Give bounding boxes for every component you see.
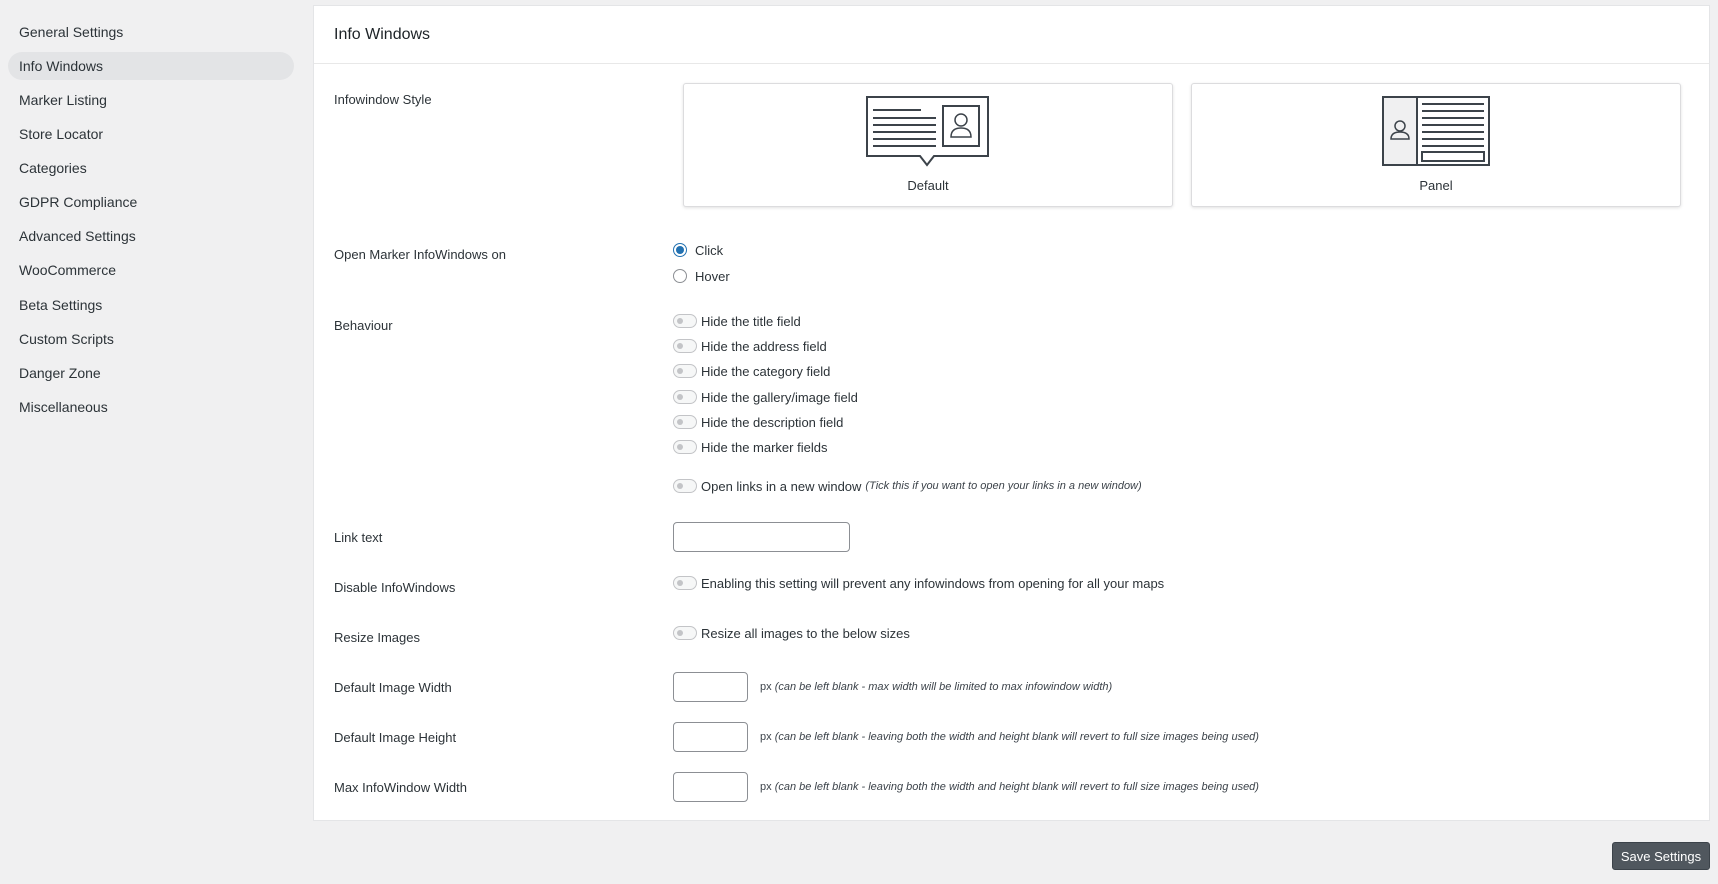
- max-width-input[interactable]: [673, 772, 748, 802]
- disable-infowindows-text: Enabling this setting will prevent any infowindows from opening for all your maps: [701, 575, 1165, 591]
- hide-marker-fields-label: Hide the marker fields: [701, 439, 828, 455]
- hide-address-label: Hide the address field: [701, 338, 827, 354]
- hide-address-toggle[interactable]: [673, 339, 697, 353]
- default-height-label: Default Image Height: [334, 730, 457, 745]
- new-window-toggle[interactable]: [673, 479, 697, 493]
- hide-gallery-label: Hide the gallery/image field: [701, 389, 858, 405]
- default-infowindow-icon: [866, 96, 990, 168]
- hide-description-label: Hide the description field: [701, 414, 844, 430]
- toggle-row-hide-gallery[interactable]: [673, 388, 858, 406]
- sidebar-item-beta-settings[interactable]: Beta Settings: [19, 297, 103, 313]
- hover-radio[interactable]: [673, 269, 687, 283]
- link-text-label: Link text: [334, 530, 383, 545]
- default-width-hint: px (can be left blank - max width will be limited to max infowindow width): [760, 681, 1113, 693]
- click-radio[interactable]: [673, 243, 687, 257]
- toggle-row-hide-category[interactable]: [673, 362, 830, 380]
- toggle-row-hide-address[interactable]: [673, 337, 827, 355]
- radio-option-click[interactable]: [673, 241, 723, 259]
- toggle-row-hide-title[interactable]: [673, 312, 801, 330]
- max-width-hint: px (can be left blank - leaving both the width and height blank will revert to full size images being used): [760, 781, 1259, 793]
- settings-sidebar: [0, 0, 300, 884]
- disable-infowindows-label: Disable InfoWindows: [334, 580, 456, 595]
- behaviour-label: Behaviour: [334, 318, 393, 333]
- click-radio-label: Click: [695, 242, 724, 258]
- style-option-panel[interactable]: [1191, 83, 1681, 207]
- hide-gallery-toggle[interactable]: [673, 390, 697, 404]
- toggle-row-hide-marker-fields[interactable]: [673, 438, 827, 456]
- sidebar-item-general-settings[interactable]: General Settings: [19, 24, 124, 40]
- max-width-label: Max InfoWindow Width: [334, 780, 467, 795]
- toggle-row-resize[interactable]: [673, 624, 910, 642]
- sidebar-item-custom-scripts[interactable]: Custom Scripts: [19, 331, 114, 347]
- toggle-row-hide-description[interactable]: [673, 413, 843, 431]
- hide-title-toggle[interactable]: [673, 314, 697, 328]
- panel-infowindow-icon: [1382, 96, 1490, 168]
- resize-images-text: Resize all images to the below sizes: [701, 625, 910, 641]
- hide-title-label: Hide the title field: [701, 313, 801, 329]
- default-height-input[interactable]: [673, 722, 748, 752]
- radio-option-hover[interactable]: [673, 267, 730, 285]
- sidebar-item-miscellaneous[interactable]: Miscellaneous: [19, 399, 108, 415]
- new-window-note: (Tick this if you want to open your links in a new window): [865, 480, 1142, 492]
- style-option-default-label: Default: [907, 178, 949, 193]
- sidebar-item-store-locator[interactable]: Store Locator: [19, 126, 104, 142]
- infowindow-style-label: Infowindow Style: [334, 92, 432, 107]
- style-option-panel-label: Panel: [1419, 178, 1453, 193]
- default-width-input[interactable]: [673, 672, 748, 702]
- info-windows-panel: [313, 5, 1710, 821]
- hover-radio-label: Hover: [695, 268, 730, 284]
- default-width-label: Default Image Width: [334, 680, 452, 695]
- sidebar-item-info-windows[interactable]: Info Windows: [8, 52, 294, 80]
- sidebar-item-woocommerce[interactable]: WooCommerce: [19, 262, 116, 278]
- resize-images-toggle[interactable]: [673, 626, 697, 640]
- link-text-input[interactable]: [673, 522, 850, 552]
- toggle-row-disable[interactable]: [673, 574, 1164, 592]
- hide-category-toggle[interactable]: [673, 364, 697, 378]
- sidebar-item-categories[interactable]: Categories: [19, 160, 87, 176]
- title-divider: [314, 63, 1709, 64]
- hide-category-label: Hide the category field: [701, 363, 831, 379]
- toggle-row-new-window[interactable]: [673, 477, 1142, 495]
- save-settings-button[interactable]: Save Settings: [1612, 842, 1710, 870]
- default-height-hint: px (can be left blank - leaving both the width and height blank will revert to full size images being used): [760, 731, 1259, 743]
- sidebar-item-advanced-settings[interactable]: Advanced Settings: [19, 228, 136, 244]
- resize-images-label: Resize Images: [334, 630, 420, 645]
- hide-description-toggle[interactable]: [673, 415, 697, 429]
- open-on-label: Open Marker InfoWindows on: [334, 247, 506, 262]
- new-window-label: Open links in a new window: [701, 478, 862, 494]
- hide-marker-fields-toggle[interactable]: [673, 440, 697, 454]
- disable-infowindows-toggle[interactable]: [673, 576, 697, 590]
- sidebar-item-danger-zone[interactable]: Danger Zone: [19, 365, 101, 381]
- sidebar-item-gdpr-compliance[interactable]: GDPR Compliance: [19, 194, 138, 210]
- page-title: Info Windows: [334, 26, 431, 43]
- style-option-default[interactable]: [683, 83, 1173, 207]
- sidebar-item-marker-listing[interactable]: Marker Listing: [19, 92, 107, 108]
